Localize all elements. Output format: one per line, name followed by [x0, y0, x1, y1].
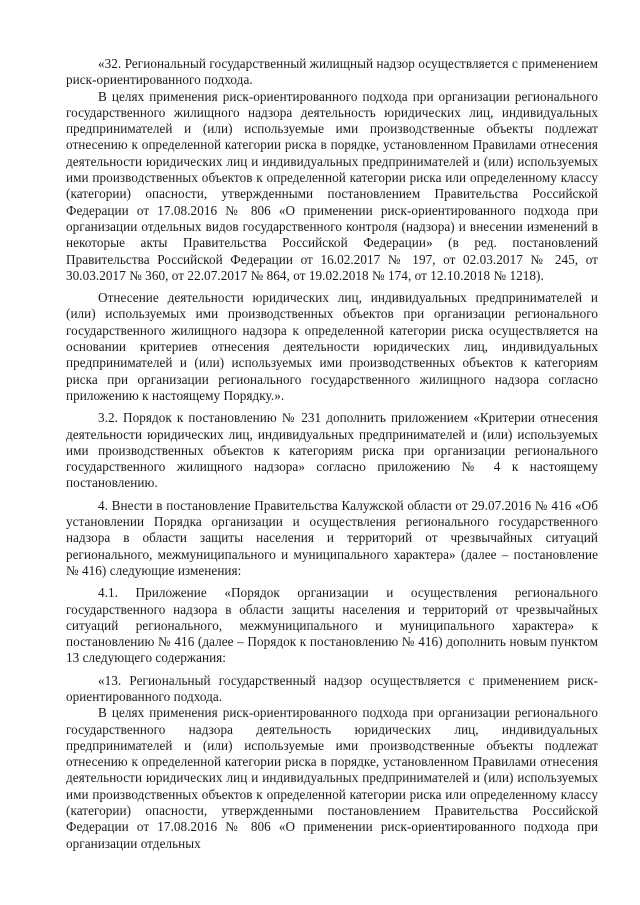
paragraph-13-risk-approach: В целях применения риск-ориентированного подхода при организации регионального государственного надзора деятельность юридических лиц, индивидуальных предпринимателей и (или) используемые ими производственные объекты подлежат отнесению к определенной категории риска в порядке, установленном Правилами отнесения деятельности юридических лиц и индивидуальных предпринимателей и (или) используемых ими производственных объектов к определенной категории риска или определенному классу (категории) опасности, утвержденными постановлением Правительства Российской Федерации от 17.08.2016 № 806 «О применении риск-ориентированного подхода при организации отдельных: [66, 705, 598, 851]
paragraph-32-criteria: Отнесение деятельности юридических лиц, индивидуальных предпринимателей и (или) используемых ими производственных объектов при организации регионального государственного жилищного надзора к определенной категории риска осуществляется на основании критериев отнесения деятельности юридических лиц, индивидуальных предпринимателей и (или) используемых ими производственных объектов к категориям риска при организации регионального государственного жилищного надзора согласно приложению к настоящему Порядку.».: [66, 290, 598, 403]
paragraph-32-risk-approach: В целях применения риск-ориентированного подхода при организации регионального государственного жилищного надзора деятельность юридических лиц, индивидуальных предпринимателей и (или) используемые ими производственные объекты подлежат отнесению к определенной категории риска в порядке, установленном Правилами отнесения деятельности юридических лиц и индивидуальных предпринимателей и (или) используемых ими производственных объектов к определенной категории риска или определенному классу (категории) опасности, утвержденными постановлением Правительства Российской Федерации от 17.08.2016 № 806 «О применении риск-ориентированного подхода при организации отдельных видов государственного контроля (надзора) и внесении изменений в некоторые акты Правительства Российской Федерации» (в ред. постановлений Правительства Российской Федерации от 16.02.2017 № 197, от 02.03.2017 № 245, от 30.03.2017 № 360, от 22.07.2017 № 864, от 19.02.2018 № 174, от 12.10.2018 № 1218).: [66, 88, 598, 283]
paragraph-4: 4. Внести в постановление Правительства Калужской области от 29.07.2016 № 416 «Об установлении Порядка организации и осуществления регионального государственного надзора в области защиты населения и территорий от чрезвычайных ситуаций регионального, межмуниципального и муниципального характера» (далее – постановление № 416) следующие изменения:: [66, 497, 598, 578]
paragraph-32-intro: «32. Региональный государственный жилищный надзор осуществляется с применением риск-ориентированного подхода.: [66, 56, 598, 88]
paragraph-3-2: 3.2. Порядок к постановлению № 231 дополнить приложением «Критерии отнесения деятельности юридических лиц, индивидуальных предпринимателей и (или) используемых ими производственных объектов к категориям риска при организации регионального государственного жилищного надзора» согласно приложению № 4 к настоящему постановлению.: [66, 410, 598, 491]
paragraph-4-1: 4.1. Приложение «Порядок организации и осуществления регионального государственного надзора в области защиты населения и территорий от чрезвычайных ситуаций регионального, межмуниципального и муниципального характера» к постановлению № 416 (далее – Порядок к постановлению № 416) дополнить новым пунктом 13 следующего содержания:: [66, 585, 598, 666]
paragraph-13-intro: «13. Региональный государственный надзор осуществляется с применением риск-ориентированного подхода.: [66, 672, 598, 704]
